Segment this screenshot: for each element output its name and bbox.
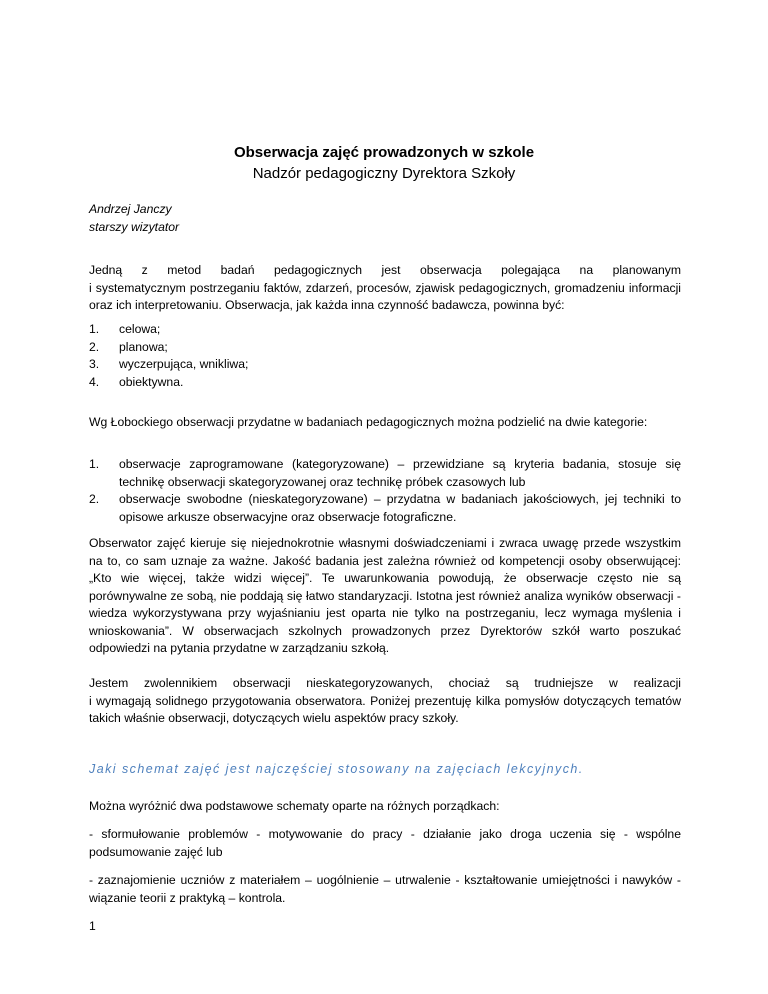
section-heading: Jaki schemat zajęć jest najczęściej stosowany na zajęciach lekcyjnych. (89, 762, 584, 776)
schemas-intro: Można wyróżnić dwa podstawowe schematy oparte na różnych porządkach: (89, 799, 500, 813)
schema-item-1: - sformułowanie problemów - motywowanie do pracy - działanie jako droga uczenia się - wspólne podsumowanie zajęć lub (89, 827, 681, 859)
list-item: 3. wyczerpująca, wnikliwa; (89, 357, 249, 371)
criteria-list (89, 321, 681, 391)
opinion-rest: i wymagają solidnego przygotowania obserwatora. Poniżej prezentuję kilka pomysłów dotyczących tematów takich właśnie obserwacji, dotyczących wielu aspektów pracy szkoły. (89, 693, 681, 725)
intro-paragraph (89, 262, 681, 315)
list-item: 1. celowa; (89, 322, 161, 336)
list-item: 1. obserwacje zaprogramowane (kategoryzowane) – przewidziane są kryteria badania, stosuje się technikę obserwacji skategoryzowanej oraz technikę próbek czasowych lub (89, 457, 681, 489)
categories-list (89, 456, 681, 526)
schema-item-2: - zaznajomienie uczniów z materiałem – uogólnienie – utrwalenie - kształtowanie umiejętności i nawyków - wiązanie teorii z praktyką – kontrola. (89, 873, 681, 905)
author-name: Andrzej Janczy (89, 202, 172, 216)
author-role: starszy wizytator (89, 220, 180, 234)
list-item: 4. obiektywna. (89, 374, 184, 389)
list-item: 2. obserwacje swobodne (nieskategoryzowane) – przydatna w badaniach jakościowych, jej techniki to opisowe arkusze obserwacyjne oraz obserwacje fotograficzne. (89, 492, 681, 524)
intro-rest: i systematycznym postrzeganiu faktów, zdarzeń, procesów, zjawisk pedagogicznych, gromadzeniu informacji oraz ich interpretowaniu. Obserwacja, jak każda inna czynność badawcza, powinna być: (89, 280, 681, 312)
list-item: 2. planowa; (89, 339, 168, 354)
page-number: 1 (89, 919, 96, 933)
author-opinion-paragraph (89, 675, 681, 728)
categories-paragraph: Wg Łobockiego obserwacji przydatne w badaniach pedagogicznych można podzielić na dwie kategorie: (89, 415, 648, 429)
document-title: Obserwacja zajęć prowadzonych w szkole (233, 144, 535, 161)
opinion-line-1: Jestem zwolennikiem obserwacji nieskategoryzowanych, chociaż są trudniejsze w realizacji (89, 676, 681, 690)
intro-line-1: Jedną z metod badań pedagogicznych jest obserwacja polegająca na planowanym (89, 263, 681, 277)
observer-paragraph: Obserwator zajęć kieruje się niejednokrotnie własnymi doświadczeniami i zwraca uwagę przede wszystkim na to, co sam uznaje za ważne. Jakość badania jest zależna również od kompetencji osoby obserwującej: „Kto wie więcej, także widzi więcej”. Te uwarunkowania powodują, że obserwacje często nie są porównywalne ze sobą, nie poddają się łatwo standaryzacji. Istotna jest również analiza wyników obserwacji - wiedza wykorzystywana przy wyjaśnianiu jest oparta nie tylko na postrzeganiu, lecz wymaga myślenia i wnioskowania”. W obserwacjach szkolnych prowadzonych przez Dyrektorów szkół warto poszukać odpowiedzi na pytania przydatne w zarządzaniu szkołą. (89, 536, 681, 655)
document-subtitle: Nadzór pedagogiczny Dyrektora Szkoły (252, 165, 516, 182)
